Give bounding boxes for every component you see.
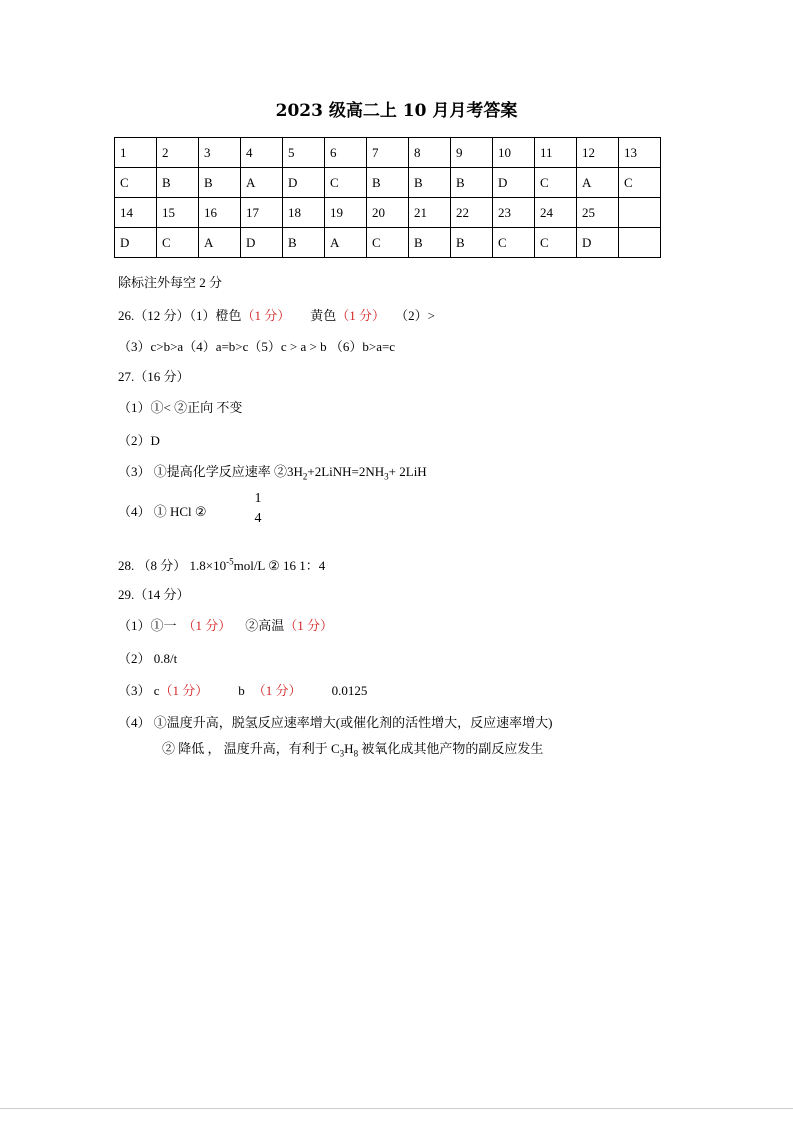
table-cell: 18 <box>283 198 325 228</box>
table-cell: 13 <box>619 138 661 168</box>
q29-points-1: （1 分） <box>182 618 232 633</box>
table-cell: C <box>493 228 535 258</box>
table-cell: 10 <box>493 138 535 168</box>
q29-line5-a: ② 降低 ， 温度升高，有利于 C <box>162 741 340 756</box>
answer-table <box>114 137 661 258</box>
q29-points-4: （1 分） <box>252 683 302 698</box>
table-cell: D <box>283 168 325 198</box>
table-cell: C <box>535 168 577 198</box>
table-cell: 14 <box>115 198 157 228</box>
q29-line5 <box>162 738 543 759</box>
table-cell: D <box>493 168 535 198</box>
q27-head: 27.（16 分） <box>118 369 190 384</box>
q27-line3-c: + 2LiH <box>388 464 427 479</box>
table-cell: B <box>283 228 325 258</box>
q28-exponent: -5 <box>226 556 234 567</box>
table-cell: 8 <box>409 138 451 168</box>
table-cell: C <box>535 228 577 258</box>
table-cell: A <box>577 168 619 198</box>
table-row <box>115 228 661 258</box>
q27-line3 <box>118 461 427 482</box>
table-cell: C <box>325 168 367 198</box>
table-cell: 16 <box>199 198 241 228</box>
q27-line2: （2）D <box>118 433 160 448</box>
table-cell: 21 <box>409 198 451 228</box>
page-title: 2023 级高二上 10 月月考答案 <box>275 101 518 121</box>
q26-line2: （3）c>b>a（4）a=b>c（5）c > a > b （6）b>a=c <box>118 339 396 354</box>
table-row <box>115 168 661 198</box>
table-cell: 4 <box>241 138 283 168</box>
page-bottom-divider <box>0 1108 793 1109</box>
q29-line5-b: H <box>344 741 354 756</box>
q28-line <box>118 555 325 574</box>
q29-points-2: （1 分） <box>284 618 334 633</box>
q26-yellow: 黄色 <box>310 308 337 323</box>
q26-line1 <box>118 305 435 324</box>
table-cell: A <box>325 228 367 258</box>
q26-points-2: （1 分） <box>336 308 386 323</box>
fraction-one-quarter <box>252 489 264 529</box>
table-cell: C <box>115 168 157 198</box>
table-cell: 1 <box>115 138 157 168</box>
q29-line1-b: ②高温 <box>245 618 285 633</box>
q29-line1 <box>118 615 333 634</box>
fraction-denominator: 4 <box>254 511 262 526</box>
q29-line3 <box>118 680 367 699</box>
table-cell: C <box>367 228 409 258</box>
q27-line4: （4） ① HCl ② <box>118 504 207 519</box>
table-cell: 6 <box>325 138 367 168</box>
table-cell: B <box>199 168 241 198</box>
q29-line3-c: 0.0125 <box>331 683 368 698</box>
table-cell: 9 <box>451 138 493 168</box>
scoring-note: 除标注外每空 2 分 <box>118 275 223 290</box>
table-cell: 17 <box>241 198 283 228</box>
table-cell: C <box>619 168 661 198</box>
table-cell: 12 <box>577 138 619 168</box>
table-row <box>115 198 661 228</box>
q27-line3-a: （3） ①提高化学反应速率 ②3H <box>118 464 303 479</box>
q29-line1-a: （1）①一 <box>118 618 177 633</box>
table-cell: C <box>157 228 199 258</box>
q26-points-1: （1 分） <box>241 308 291 323</box>
q26-part2: （2）> <box>395 308 435 323</box>
table-cell: 3 <box>199 138 241 168</box>
table-cell: B <box>157 168 199 198</box>
q29-line3-a: （3） c <box>118 683 160 698</box>
table-cell <box>619 228 661 258</box>
table-cell: D <box>241 228 283 258</box>
table-cell: 15 <box>157 198 199 228</box>
table-cell: 7 <box>367 138 409 168</box>
q27-line3-b: +2LiNH=2NH <box>307 464 385 479</box>
q28-a: 28. （8 分） 1.8×10 <box>118 558 227 573</box>
table-cell: 11 <box>535 138 577 168</box>
table-cell <box>619 198 661 228</box>
q29-line5-sub1: 3 <box>339 748 345 759</box>
q29-line5-sub2: 8 <box>353 748 359 759</box>
table-cell: B <box>409 228 451 258</box>
q29-points-3: （1 分） <box>159 683 209 698</box>
table-cell: B <box>409 168 451 198</box>
table-cell: D <box>115 228 157 258</box>
q26-head: 26.（12 分）（1）橙色 <box>118 308 242 323</box>
q29-line5-c: 被氧化成其他产物的副反应发生 <box>358 741 544 756</box>
table-cell: B <box>367 168 409 198</box>
table-cell: 19 <box>325 198 367 228</box>
q29-line2: （2） 0.8/t <box>118 651 178 666</box>
q29-head: 29.（14 分） <box>118 587 190 602</box>
table-cell: A <box>199 228 241 258</box>
table-cell: 25 <box>577 198 619 228</box>
q28-b: mol/L ② 16 1：4 <box>233 558 326 573</box>
q27-line3-sub1: 2 <box>302 471 308 482</box>
q29-line4: （4） ①温度升高，脱氢反应速率增大(或催化剂的活性增大，反应速率增大) <box>118 715 553 730</box>
table-cell: 2 <box>157 138 199 168</box>
table-cell: 5 <box>283 138 325 168</box>
q29-line3-b: b <box>238 683 245 698</box>
table-cell: 24 <box>535 198 577 228</box>
table-row <box>115 138 661 168</box>
table-cell: B <box>451 228 493 258</box>
q27-line3-sub2: 3 <box>384 471 389 482</box>
fraction-numerator: 1 <box>254 491 262 506</box>
table-cell: 23 <box>493 198 535 228</box>
table-cell: A <box>241 168 283 198</box>
table-cell: 20 <box>367 198 409 228</box>
table-cell: 22 <box>451 198 493 228</box>
table-cell: D <box>577 228 619 258</box>
q27-line1: （1）①< ②正向 不变 <box>118 400 243 415</box>
table-cell: B <box>451 168 493 198</box>
